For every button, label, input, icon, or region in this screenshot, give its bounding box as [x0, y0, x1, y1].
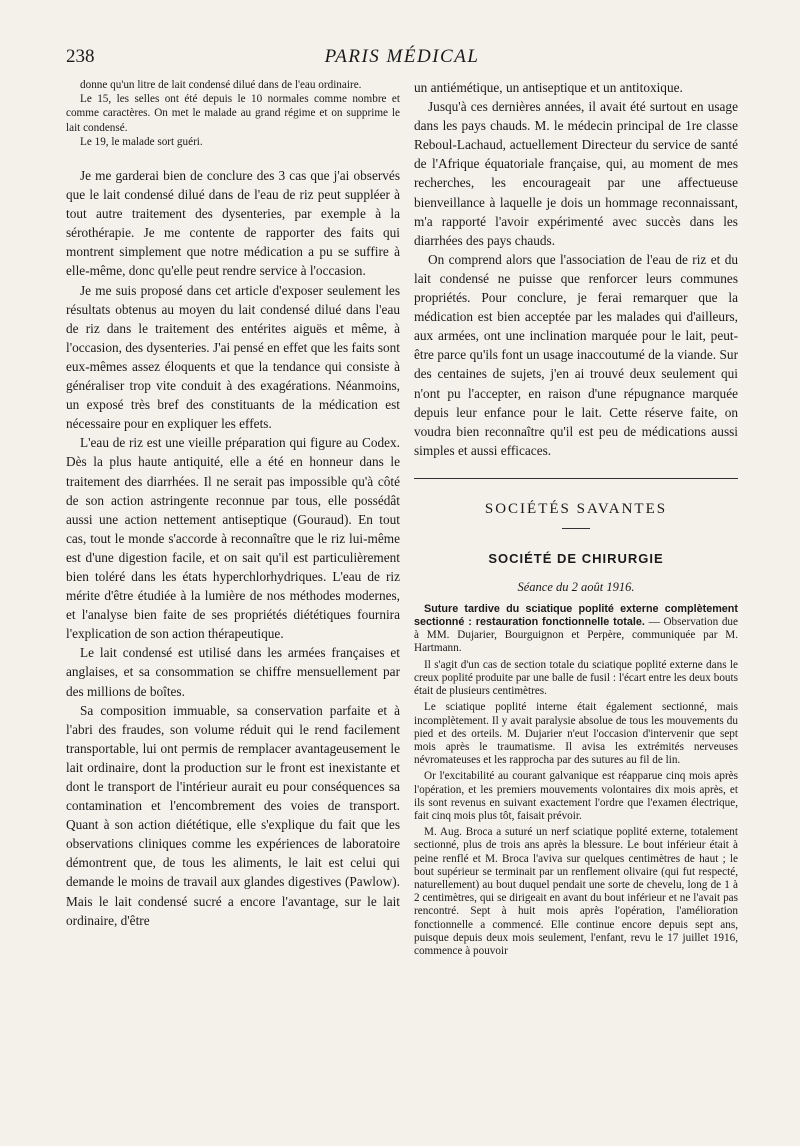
body-paragraph: un antiémétique, un antiseptique et un antitoxique.	[414, 80, 683, 95]
left-column	[66, 78, 400, 930]
page-header	[66, 46, 738, 72]
body-paragraph: On comprend alors que l'association de l'eau de riz et du lait condensé ne puisse que renforcer leurs communes propriétés. Pour conclure, je ferai remarquer que la médication est bien acceptée par les malades qui d'ailleurs, aux armées, ont une inclination marquée pour le lait, peut-être parce qu'ils font un usage inaccoutumé de la viande. Sur des centaines de sujets, j'en ai trouvé deux seulement qui n'ont pu l'accepter, en raison d'une répugnance marquée depuis leur enfance pour le lait. Cette réserve faite, on voudra bien reconnaître qu'il est peu de médications aussi simples et aussi efficaces.	[414, 251, 738, 458]
report-paragraph: Il s'agit d'un cas de section totale du sciatique poplité externe dans le creux poplité produite par une balle de fusil : l'écart entre les deux bouts était de plusieurs centimètres.	[414, 658, 738, 698]
right-column	[414, 78, 738, 958]
communication-attribution: — Observation due à MM. Dujarier, Bourguignon et Perpère, communiquée par M. Hartmann.	[414, 616, 738, 655]
body-paragraph: L'eau de riz est une vieille préparation qui figure au Codex. Dès la plus haute antiquité, elle a été en honneur dans le traitement des diarrhées. Il ne serait pas impossible qu'à côté de son action astringente reconnue par tous, elle possédât aussi une action nettement antiseptique (Gouraud). En tout cas, tout le monde s'accorde à reconnaître que le riz lui-même est d'une digestion facile, et on sait qu'il est particulièrement bien toléré dans les états hyperchlorhydriques. L'eau de riz mérite d'être étudiée à la lumière de nos méthodes modernes, et l'analyse bien faite de ses propriétés diététiques fournira l'explication de son action thérapeutique.	[66, 435, 400, 642]
case-note-paragraph: donne qu'un litre de lait condensé dilué dans de l'eau ordinaire.	[80, 79, 362, 91]
body-paragraph: Le lait condensé est utilisé dans les armées françaises et anglaises, et sa consommation se chiffre mensuellement par des millions de boîtes.	[66, 645, 400, 699]
report-paragraph: Le sciatique poplité interne était également sectionné, mais incomplètement. Il y avait paralysie absolue de tous les mouvements du pied et des orteils. M. Dujarier n'eut l'occasion d'intervenir que sept mois après le traumatisme. Il avisa les extrémités nerveuses névromateuses et les rapprocha par des sutures au fil de lin.	[414, 701, 738, 767]
page-number: 238	[66, 46, 95, 67]
report-paragraph: Or l'excitabilité au courant galvanique est réapparue cinq mois après l'opération, et les premiers mouvements volontaires dix mois après, et ils sont revenus en suivant exactement l'ordre que l'examen électrique, fait cinq mois plus tôt, faisait prévoir.	[414, 770, 738, 822]
report-paragraph: M. Aug. Broca a suturé un nerf sciatique poplité externe, totalement sectionné, plus de trois ans après la blessure. Le bout inférieur était à peine renflé et M. Broca l'aviva sur quelques centimètres de haut ; le bout supérieur se terminait par un renflement olivaire (qui fut respecté, naturellement) au bout duquel pendait une sorte de chevelu, long de 1 à 2 centimètres, qui se dirigeait en avant du bout inférieur et ne l'avait pas rencontré. Sept à huit mois après l'opération, l'amélioration fonctionnelle a commencé. Elle continue encore depuis sept ans, puisque depuis deux mois seulement, l'enfant, revu le 17 juillet 1916, commence à pouvoir	[414, 826, 738, 957]
case-note-paragraph: Le 15, les selles ont été depuis le 10 normales comme nombre et comme caractères. On met le malade au grand régime et on supprime le lait condensé.	[66, 93, 400, 134]
communication-lead	[414, 603, 738, 656]
society-title: SOCIÉTÉ DE CHIRURGIE	[488, 550, 664, 566]
section-title: SOCIÉTÉS SAVANTES	[484, 500, 668, 517]
communication-title: Suture tardive du sciatique poplité externe complètement sectionné : restauration fonctionnelle totale.	[414, 602, 738, 629]
body-paragraph: Je me suis proposé dans cet article d'exposer seulement les résultats obtenus au moyen du lait condensé dilué dans l'eau de riz dans le traitement des entérites aiguës et même, à l'occasion, des dysenteries. J'ai pensé en effet que les faits sont eux-mêmes assez éloquents et que la tendance qui consiste à généraliser trop vite conduit à des exagérations. Néanmoins, un exposé très bref des constituants de la médication est nécessaire pour en expliquer les effets.	[66, 282, 400, 432]
running-title: PARIS MÉDICAL	[324, 46, 480, 67]
body-paragraph: Je me garderai bien de conclure des 3 cas que j'ai observés que le lait condensé dilué dans de l'eau de riz peut suppléer à tout autre traitement des dysenteries, par exemple à la sérothérapie. Je me contente de rapporter des faits qui montrent simplement que notre médication a pu se suffire à elle-même, donc qu'elle peut rendre service à l'occasion.	[66, 168, 400, 279]
body-paragraph: Jusqu'à ces dernières années, il avait été surtout en usage dans les pays chauds. M. le médecin principal de 1re classe Reboul-Lachaud, actuellement Directeur du service de santé de l'Afrique équatoriale française, qui, au moment de mes recherches, les encourageait par une affectueuse bienveillance à laquelle je dois un hommage reconnaissant, m'a rapporté l'avoir expérimenté avec succès dans les diarrhées des pays chauds.	[414, 99, 738, 248]
title-rule	[562, 528, 590, 529]
body-paragraph: Sa composition immuable, sa conservation parfaite et à l'abri des fraudes, son volume réduit qui le rend facilement transportable, lui ont permis de remplacer avantageusement le lait ordinaire, dont la production sur le front est inexistante et dont le transport de l'intérieur aurait eu pour conséquences sa contamination et l'encombrement des voies de transport. Quant à son action diététique, elle s'explique du fait que les observations cliniques comme les expériences de laboratoire démontrent que, de tous les aliments, le lait est celui qui demande le moins de travail aux glandes digestives (Pawlow). Mais le lait condensé sucré a encore l'avantage, sur le lait ordinaire, d'être	[66, 702, 400, 928]
section-divider	[414, 478, 738, 479]
case-note-paragraph: Le 19, le malade sort guéri.	[80, 135, 203, 148]
session-date: Séance du 2 août 1916.	[517, 579, 635, 594]
